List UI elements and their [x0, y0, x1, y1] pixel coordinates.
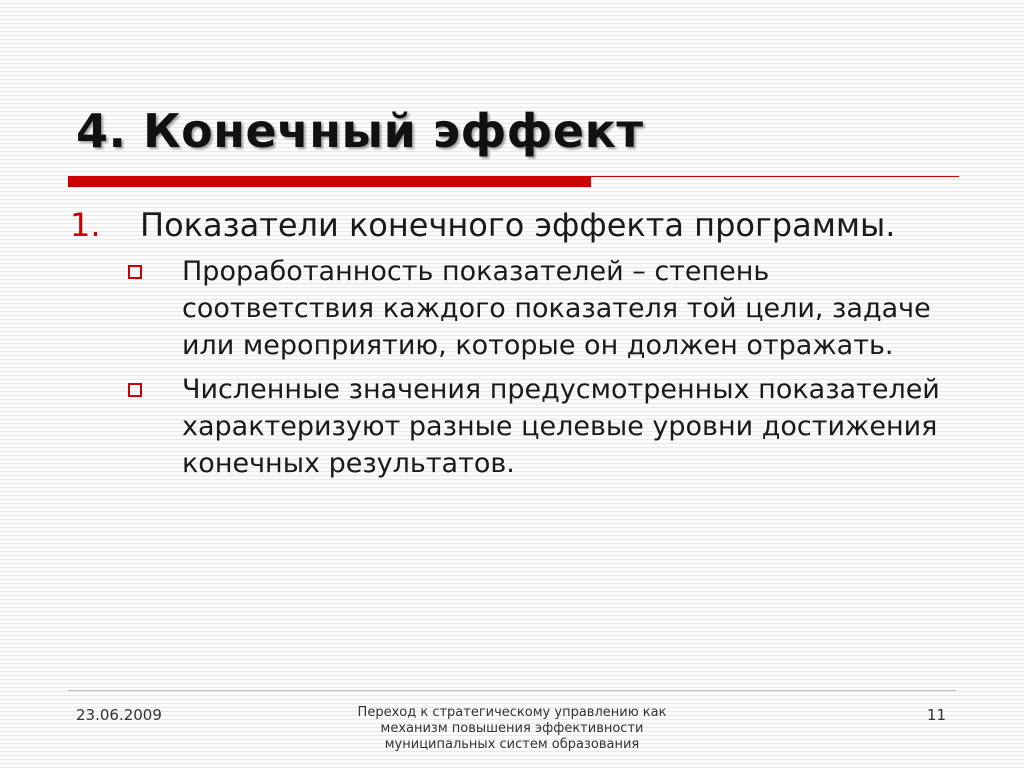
sub-list — [128, 253, 950, 482]
sub-list-item-text: Численные значения предусмотренных показателей характеризуют разные целевые уровни достижения конечных результатов. — [182, 374, 940, 479]
sub-list-item — [128, 371, 950, 482]
sub-list-item — [128, 253, 950, 364]
square-bullet-icon — [128, 383, 142, 397]
list-item-number: 1. — [70, 206, 101, 244]
footer-date: 23.06.2009 — [76, 706, 162, 724]
footer-divider — [68, 690, 956, 691]
sub-list-item-text: Проработанность показателей – степень соответствия каждого показателя той цели, задаче или мероприятию, которые он должен отражать. — [182, 256, 931, 361]
title-underline-bar — [68, 176, 591, 187]
footer-caption: Переход к стратегическому управлению как механизм повышения эффективности муниципальных систем образования — [357, 705, 667, 752]
list-item — [70, 204, 950, 247]
slide-content — [70, 204, 950, 489]
square-bullet-icon — [128, 265, 142, 279]
list-item-text: Показатели конечного эффекта программы. — [140, 206, 896, 244]
page-number: 11 — [926, 706, 946, 724]
title-underline-rule — [591, 176, 959, 177]
slide-title: 4. Конечный эффект — [76, 104, 644, 158]
